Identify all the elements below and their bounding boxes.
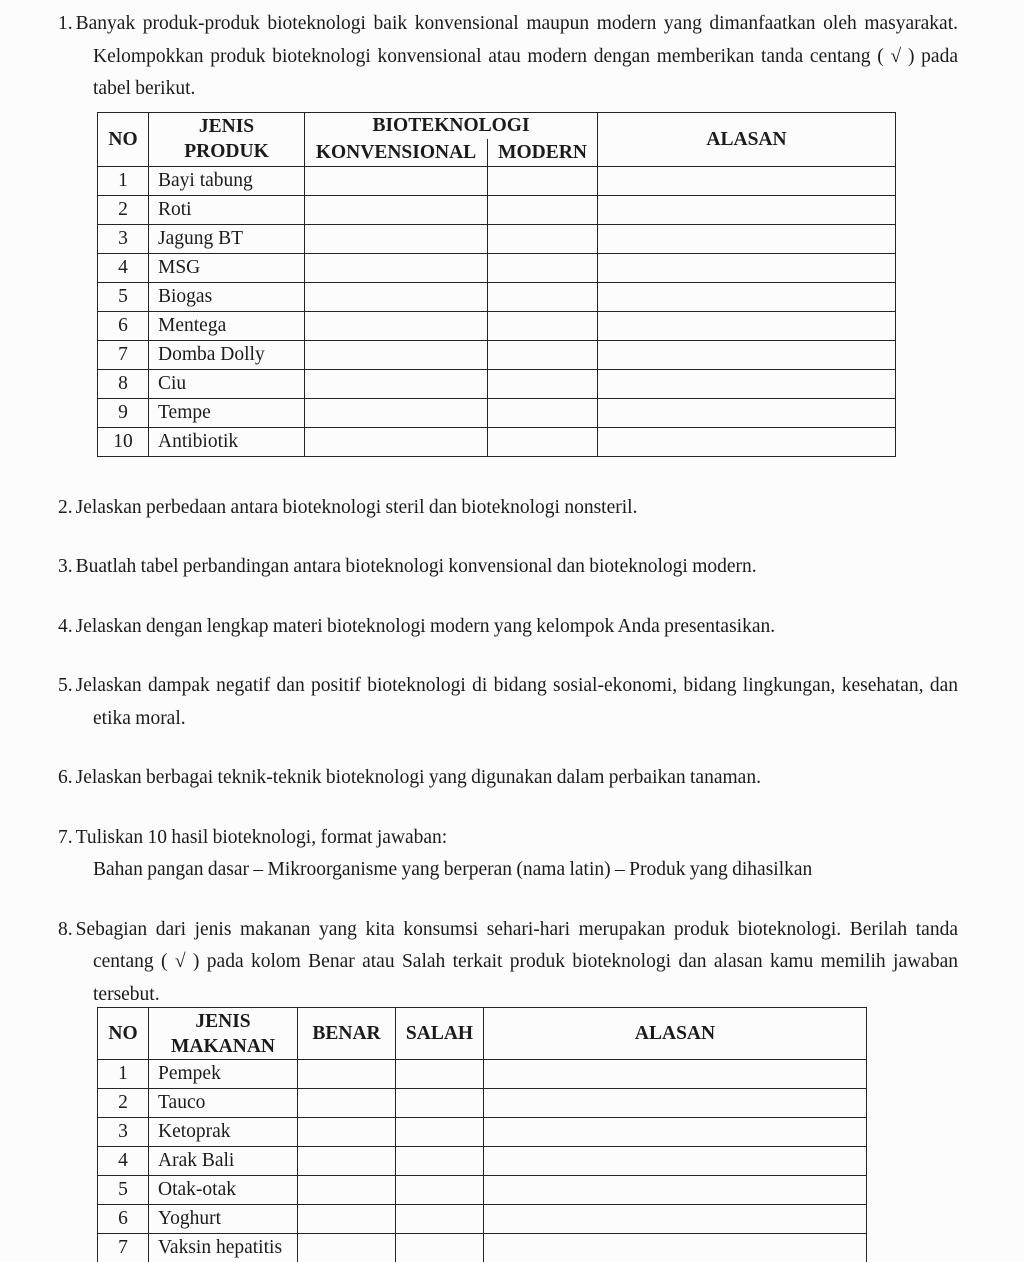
empty-answer-cell — [598, 340, 896, 369]
table-row — [98, 398, 896, 427]
table-row — [98, 1176, 867, 1205]
empty-answer-cell — [298, 1176, 396, 1205]
row-number: 2 — [98, 1089, 149, 1118]
header-salah: SALAH — [396, 1008, 484, 1060]
jenis-makanan-table — [97, 1007, 867, 1262]
empty-answer-cell — [598, 195, 896, 224]
empty-answer-cell — [488, 369, 598, 398]
empty-answer-cell — [305, 195, 488, 224]
header-alasan: ALASAN — [598, 112, 896, 166]
row-number: 9 — [98, 398, 149, 427]
row-label: MSG — [149, 253, 305, 282]
empty-answer-cell — [598, 369, 896, 398]
row-label: Tempe — [149, 398, 305, 427]
header-bioteknologi: BIOTEKNOLOGI — [305, 112, 598, 139]
table-row — [98, 195, 896, 224]
question-number: 1. — [58, 13, 73, 34]
table-row — [98, 311, 896, 340]
question-item-3 — [58, 551, 958, 584]
question-number: 4. — [58, 615, 73, 637]
question-item-4 — [58, 611, 958, 644]
table-row — [98, 224, 896, 253]
row-number: 7 — [98, 340, 149, 369]
empty-answer-cell — [305, 166, 488, 195]
empty-answer-cell — [598, 427, 896, 456]
question-text: Jelaskan dengan lengkap materi bioteknologi modern yang kelompok Anda presentasikan. — [75, 615, 776, 637]
question-number: 5. — [58, 675, 73, 696]
empty-answer-cell — [484, 1060, 867, 1089]
header-alasan: ALASAN — [484, 1008, 867, 1060]
empty-answer-cell — [396, 1234, 484, 1262]
empty-answer-cell — [305, 427, 488, 456]
row-label: Jagung BT — [149, 224, 305, 253]
header-no: NO — [98, 1008, 149, 1060]
table-header-row — [98, 1008, 867, 1060]
header-modern: MODERN — [488, 139, 598, 166]
empty-answer-cell — [305, 340, 488, 369]
row-number: 10 — [98, 427, 149, 456]
table-row — [98, 166, 896, 195]
row-label: Tauco — [149, 1089, 298, 1118]
empty-answer-cell — [598, 253, 896, 282]
question-text: Jelaskan berbagai teknik-teknik bioteknologi yang digunakan dalam perbaikan tanaman. — [75, 767, 761, 788]
row-label: Mentega — [149, 311, 305, 340]
table-row — [98, 1060, 867, 1089]
row-label: Roti — [149, 195, 305, 224]
empty-answer-cell — [488, 253, 598, 282]
table-row — [98, 253, 896, 282]
bioteknologi-table — [97, 112, 896, 457]
empty-answer-cell — [305, 311, 488, 340]
empty-answer-cell — [298, 1205, 396, 1234]
question-item-2 — [58, 492, 958, 525]
empty-answer-cell — [396, 1089, 484, 1118]
empty-answer-cell — [598, 282, 896, 311]
empty-answer-cell — [305, 253, 488, 282]
table-header-row — [98, 112, 896, 139]
empty-answer-cell — [598, 166, 896, 195]
question-number: 6. — [58, 767, 73, 788]
row-label: Arak Bali — [149, 1147, 298, 1176]
table-row — [98, 1147, 867, 1176]
header-benar: BENAR — [298, 1008, 396, 1060]
empty-answer-cell — [488, 195, 598, 224]
empty-answer-cell — [396, 1060, 484, 1089]
empty-answer-cell — [484, 1118, 867, 1147]
table-row — [98, 369, 896, 398]
row-number: 8 — [98, 369, 149, 398]
question-item-5 — [58, 670, 958, 735]
question-text: Sebagian dari jenis makanan yang kita konsumsi sehari-hari merupakan produk bioteknologi. Berilah tanda centang ( √ ) pada kolom Benar atau Salah terkait produk bioteknologi dan alasan kamu memilih jawaban tersebut. — [75, 918, 958, 1005]
empty-answer-cell — [484, 1234, 867, 1262]
row-number: 6 — [98, 1205, 149, 1234]
header-no: NO — [98, 112, 149, 166]
question-format-line: Bahan pangan dasar – Mikroorganisme yang berperan (nama latin) – Produk yang dihasilkan — [93, 859, 813, 880]
row-number: 5 — [98, 282, 149, 311]
empty-answer-cell — [396, 1147, 484, 1176]
header-jenis-produk — [149, 112, 305, 166]
header-jenis-line: JENIS — [195, 1010, 251, 1032]
empty-answer-cell — [488, 427, 598, 456]
question-number: 7. — [58, 826, 73, 848]
empty-answer-cell — [488, 311, 598, 340]
jenis-makanan-table-body — [98, 1060, 867, 1262]
table-row — [98, 282, 896, 311]
row-number: 6 — [98, 311, 149, 340]
question-text: Buatlah tabel perbandingan antara bioteknologi konvensional dan bioteknologi modern. — [75, 556, 757, 577]
empty-answer-cell — [305, 369, 488, 398]
table-row — [98, 1089, 867, 1118]
empty-answer-cell — [298, 1118, 396, 1147]
row-number: 7 — [98, 1234, 149, 1262]
empty-answer-cell — [298, 1089, 396, 1118]
question-number: 2. — [58, 496, 73, 518]
table-row — [98, 340, 896, 369]
row-label: Pempek — [149, 1060, 298, 1089]
empty-answer-cell — [484, 1205, 867, 1234]
empty-answer-cell — [396, 1205, 484, 1234]
row-number: 3 — [98, 1118, 149, 1147]
bioteknologi-table-body — [98, 166, 896, 456]
row-label: Ketoprak — [149, 1118, 298, 1147]
row-number: 5 — [98, 1176, 149, 1205]
empty-answer-cell — [598, 398, 896, 427]
header-makanan-line: MAKANAN — [171, 1035, 275, 1057]
question-text: Tuliskan 10 hasil bioteknologi, format jawaban: — [75, 826, 448, 848]
row-label: Biogas — [149, 282, 305, 311]
row-label: Antibiotik — [149, 427, 305, 456]
empty-answer-cell — [298, 1147, 396, 1176]
question-text: Jelaskan perbedaan antara bioteknologi steril dan bioteknologi nonsteril. — [75, 496, 638, 518]
table-row — [98, 1118, 867, 1147]
empty-answer-cell — [484, 1089, 867, 1118]
empty-answer-cell — [305, 224, 488, 253]
empty-answer-cell — [396, 1118, 484, 1147]
question-number: 3. — [58, 556, 73, 577]
row-label: Domba Dolly — [149, 340, 305, 369]
row-number: 4 — [98, 253, 149, 282]
question-text: Jelaskan dampak negatif dan positif bioteknologi di bidang sosial-ekonomi, bidang lingkungan, kesehatan, dan etika moral. — [75, 675, 958, 729]
empty-answer-cell — [484, 1176, 867, 1205]
row-label: Yoghurt — [149, 1205, 298, 1234]
empty-answer-cell — [598, 224, 896, 253]
header-konvensional: KONVENSIONAL — [305, 139, 488, 166]
question-number: 8. — [58, 918, 73, 940]
empty-answer-cell — [484, 1147, 867, 1176]
question-item-8 — [58, 914, 958, 1012]
empty-answer-cell — [396, 1176, 484, 1205]
empty-answer-cell — [488, 166, 598, 195]
row-number: 3 — [98, 224, 149, 253]
empty-answer-cell — [305, 398, 488, 427]
header-jenis-makanan — [149, 1008, 298, 1060]
row-number: 1 — [98, 1060, 149, 1089]
empty-answer-cell — [488, 224, 598, 253]
empty-answer-cell — [298, 1234, 396, 1262]
row-number: 1 — [98, 166, 149, 195]
row-number: 4 — [98, 1147, 149, 1176]
question-text: Banyak produk-produk bioteknologi baik konvensional maupun modern yang dimanfaatkan oleh masyarakat. Kelompokkan produk bioteknologi konvensional atau modern dengan memberikan tanda centang ( √ ) pada tabel berikut. — [75, 13, 958, 99]
row-label: Bayi tabung — [149, 166, 305, 195]
empty-answer-cell — [488, 282, 598, 311]
table-row — [98, 1234, 867, 1262]
table-row — [98, 1205, 867, 1234]
table-row — [98, 427, 896, 456]
empty-answer-cell — [598, 311, 896, 340]
row-number: 2 — [98, 195, 149, 224]
empty-answer-cell — [298, 1060, 396, 1089]
header-jenis-line: JENIS — [198, 116, 255, 137]
empty-answer-cell — [488, 340, 598, 369]
empty-answer-cell — [488, 398, 598, 427]
header-produk-line: PRODUK — [184, 141, 269, 162]
question-item-1 — [58, 8, 958, 106]
question-item-6 — [58, 762, 958, 795]
question-item-7 — [58, 822, 958, 887]
row-label: Otak-otak — [149, 1176, 298, 1205]
empty-answer-cell — [305, 282, 488, 311]
row-label: Vaksin hepatitis — [149, 1234, 298, 1262]
row-label: Ciu — [149, 369, 305, 398]
